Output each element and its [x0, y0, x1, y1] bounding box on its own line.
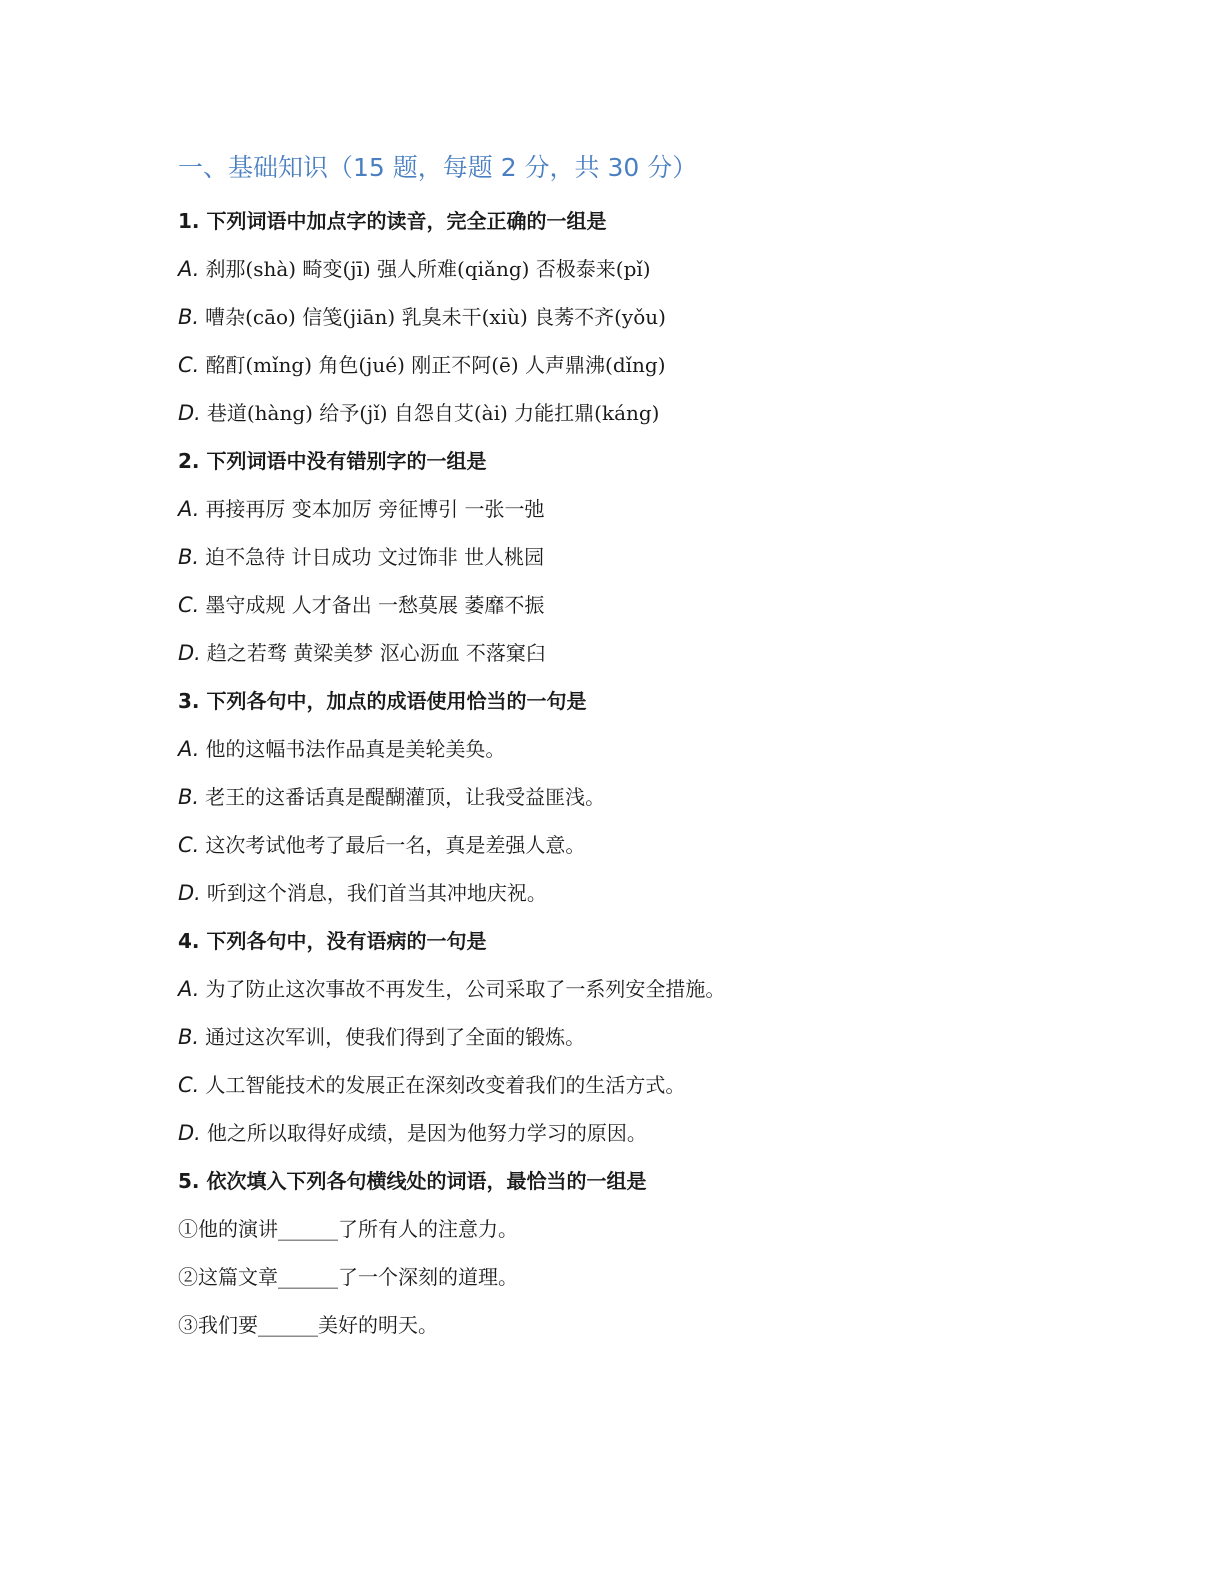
option-text: 迫不急待 计日成功 文过饰非 世人桃园: [205, 545, 545, 569]
option-letter: B.: [178, 1025, 200, 1049]
fill-sentence-3: [178, 1310, 1118, 1340]
question-stem: 3. 下列各句中，加点的成语使用恰当的一句是: [178, 689, 587, 713]
option-letter: B.: [178, 305, 200, 329]
option-text: 墨守成规 人才备出 一愁莫展 萎靡不振: [205, 593, 545, 617]
option-c: [178, 830, 1118, 860]
option-text: 这次考试他考了最后一名，真是差强人意。: [205, 833, 586, 857]
option-c: [178, 350, 1118, 380]
option-letter: B.: [178, 785, 200, 809]
option-b: [178, 302, 1118, 332]
option-text: 趋之若骛 黄梁美梦 沤心沥血 不落窠臼: [206, 641, 546, 665]
fill-sentence-2: [178, 1262, 1118, 1292]
option-d: [178, 638, 1118, 668]
option-a: [178, 494, 1118, 524]
option-c: [178, 590, 1118, 620]
option-letter: D.: [178, 401, 201, 425]
question-stem: 5. 依次填入下列各句横线处的词语，最恰当的一组是: [178, 1169, 647, 1193]
option-text: 酩酊(mǐng) 角色(jué) 刚正不阿(ē) 人声鼎沸(dǐng): [205, 353, 666, 377]
option-letter: D.: [178, 641, 201, 665]
question-4: [178, 926, 1118, 1148]
option-text: 再接再厉 变本加厉 旁征博引 一张一弛: [205, 497, 545, 521]
question-stem: 4. 下列各句中，没有语病的一句是: [178, 929, 487, 953]
question-3: [178, 686, 1118, 908]
option-letter: A.: [178, 737, 200, 761]
question-stem: 2. 下列词语中没有错别字的一组是: [178, 449, 487, 473]
option-text: 他的这幅书法作品真是美轮美奂。: [205, 737, 506, 761]
question-1: [178, 206, 1118, 428]
question-stem: 1. 下列词语中加点字的读音，完全正确的一组是: [178, 209, 607, 233]
option-text: 他之所以取得好成绩，是因为他努力学习的原因。: [206, 1121, 647, 1145]
option-letter: C.: [178, 593, 200, 617]
option-a: [178, 974, 1118, 1004]
option-letter: A.: [178, 977, 200, 1001]
option-text: 老王的这番话真是醍醐灌顶，让我受益匪浅。: [205, 785, 606, 809]
question-2: [178, 446, 1118, 668]
section-title: 一、基础知识（15 题，每题 2 分，共 30 分）: [178, 153, 698, 182]
option-b: [178, 782, 1118, 812]
sentence-text: ③我们要______美好的明天。: [178, 1313, 438, 1337]
option-d: [178, 398, 1118, 428]
option-letter: C.: [178, 1073, 200, 1097]
option-letter: C.: [178, 353, 200, 377]
option-text: 听到这个消息，我们首当其冲地庆祝。: [206, 881, 547, 905]
option-text: 嘈杂(cāo) 信笺(jiān) 乳臭未干(xiù) 良莠不齐(yǒu): [205, 305, 666, 329]
sentence-text: ①他的演讲______了所有人的注意力。: [178, 1217, 518, 1241]
option-letter: C.: [178, 833, 200, 857]
fill-sentence-1: [178, 1214, 1118, 1244]
option-letter: D.: [178, 1121, 201, 1145]
document-page: [178, 148, 1118, 1358]
option-text: 为了防止这次事故不再发生，公司采取了一系列安全措施。: [205, 977, 726, 1001]
option-b: [178, 542, 1118, 572]
sentence-text: ②这篇文章______了一个深刻的道理。: [178, 1265, 518, 1289]
question-5: [178, 1166, 1118, 1340]
option-text: 通过这次军训，使我们得到了全面的锻炼。: [205, 1025, 586, 1049]
option-letter: D.: [178, 881, 201, 905]
option-letter: B.: [178, 545, 200, 569]
option-b: [178, 1022, 1118, 1052]
option-text: 人工智能技术的发展正在深刻改变着我们的生活方式。: [205, 1073, 686, 1097]
option-letter: A.: [178, 497, 200, 521]
option-d: [178, 878, 1118, 908]
option-a: [178, 254, 1118, 284]
option-text: 刹那(shà) 畸变(jī) 强人所难(qiǎng) 否极泰来(pǐ): [205, 257, 651, 281]
option-text: 巷道(hàng) 给予(jǐ) 自怨自艾(ài) 力能扛鼎(káng): [206, 401, 660, 425]
option-a: [178, 734, 1118, 764]
option-d: [178, 1118, 1118, 1148]
option-c: [178, 1070, 1118, 1100]
option-letter: A.: [178, 257, 200, 281]
